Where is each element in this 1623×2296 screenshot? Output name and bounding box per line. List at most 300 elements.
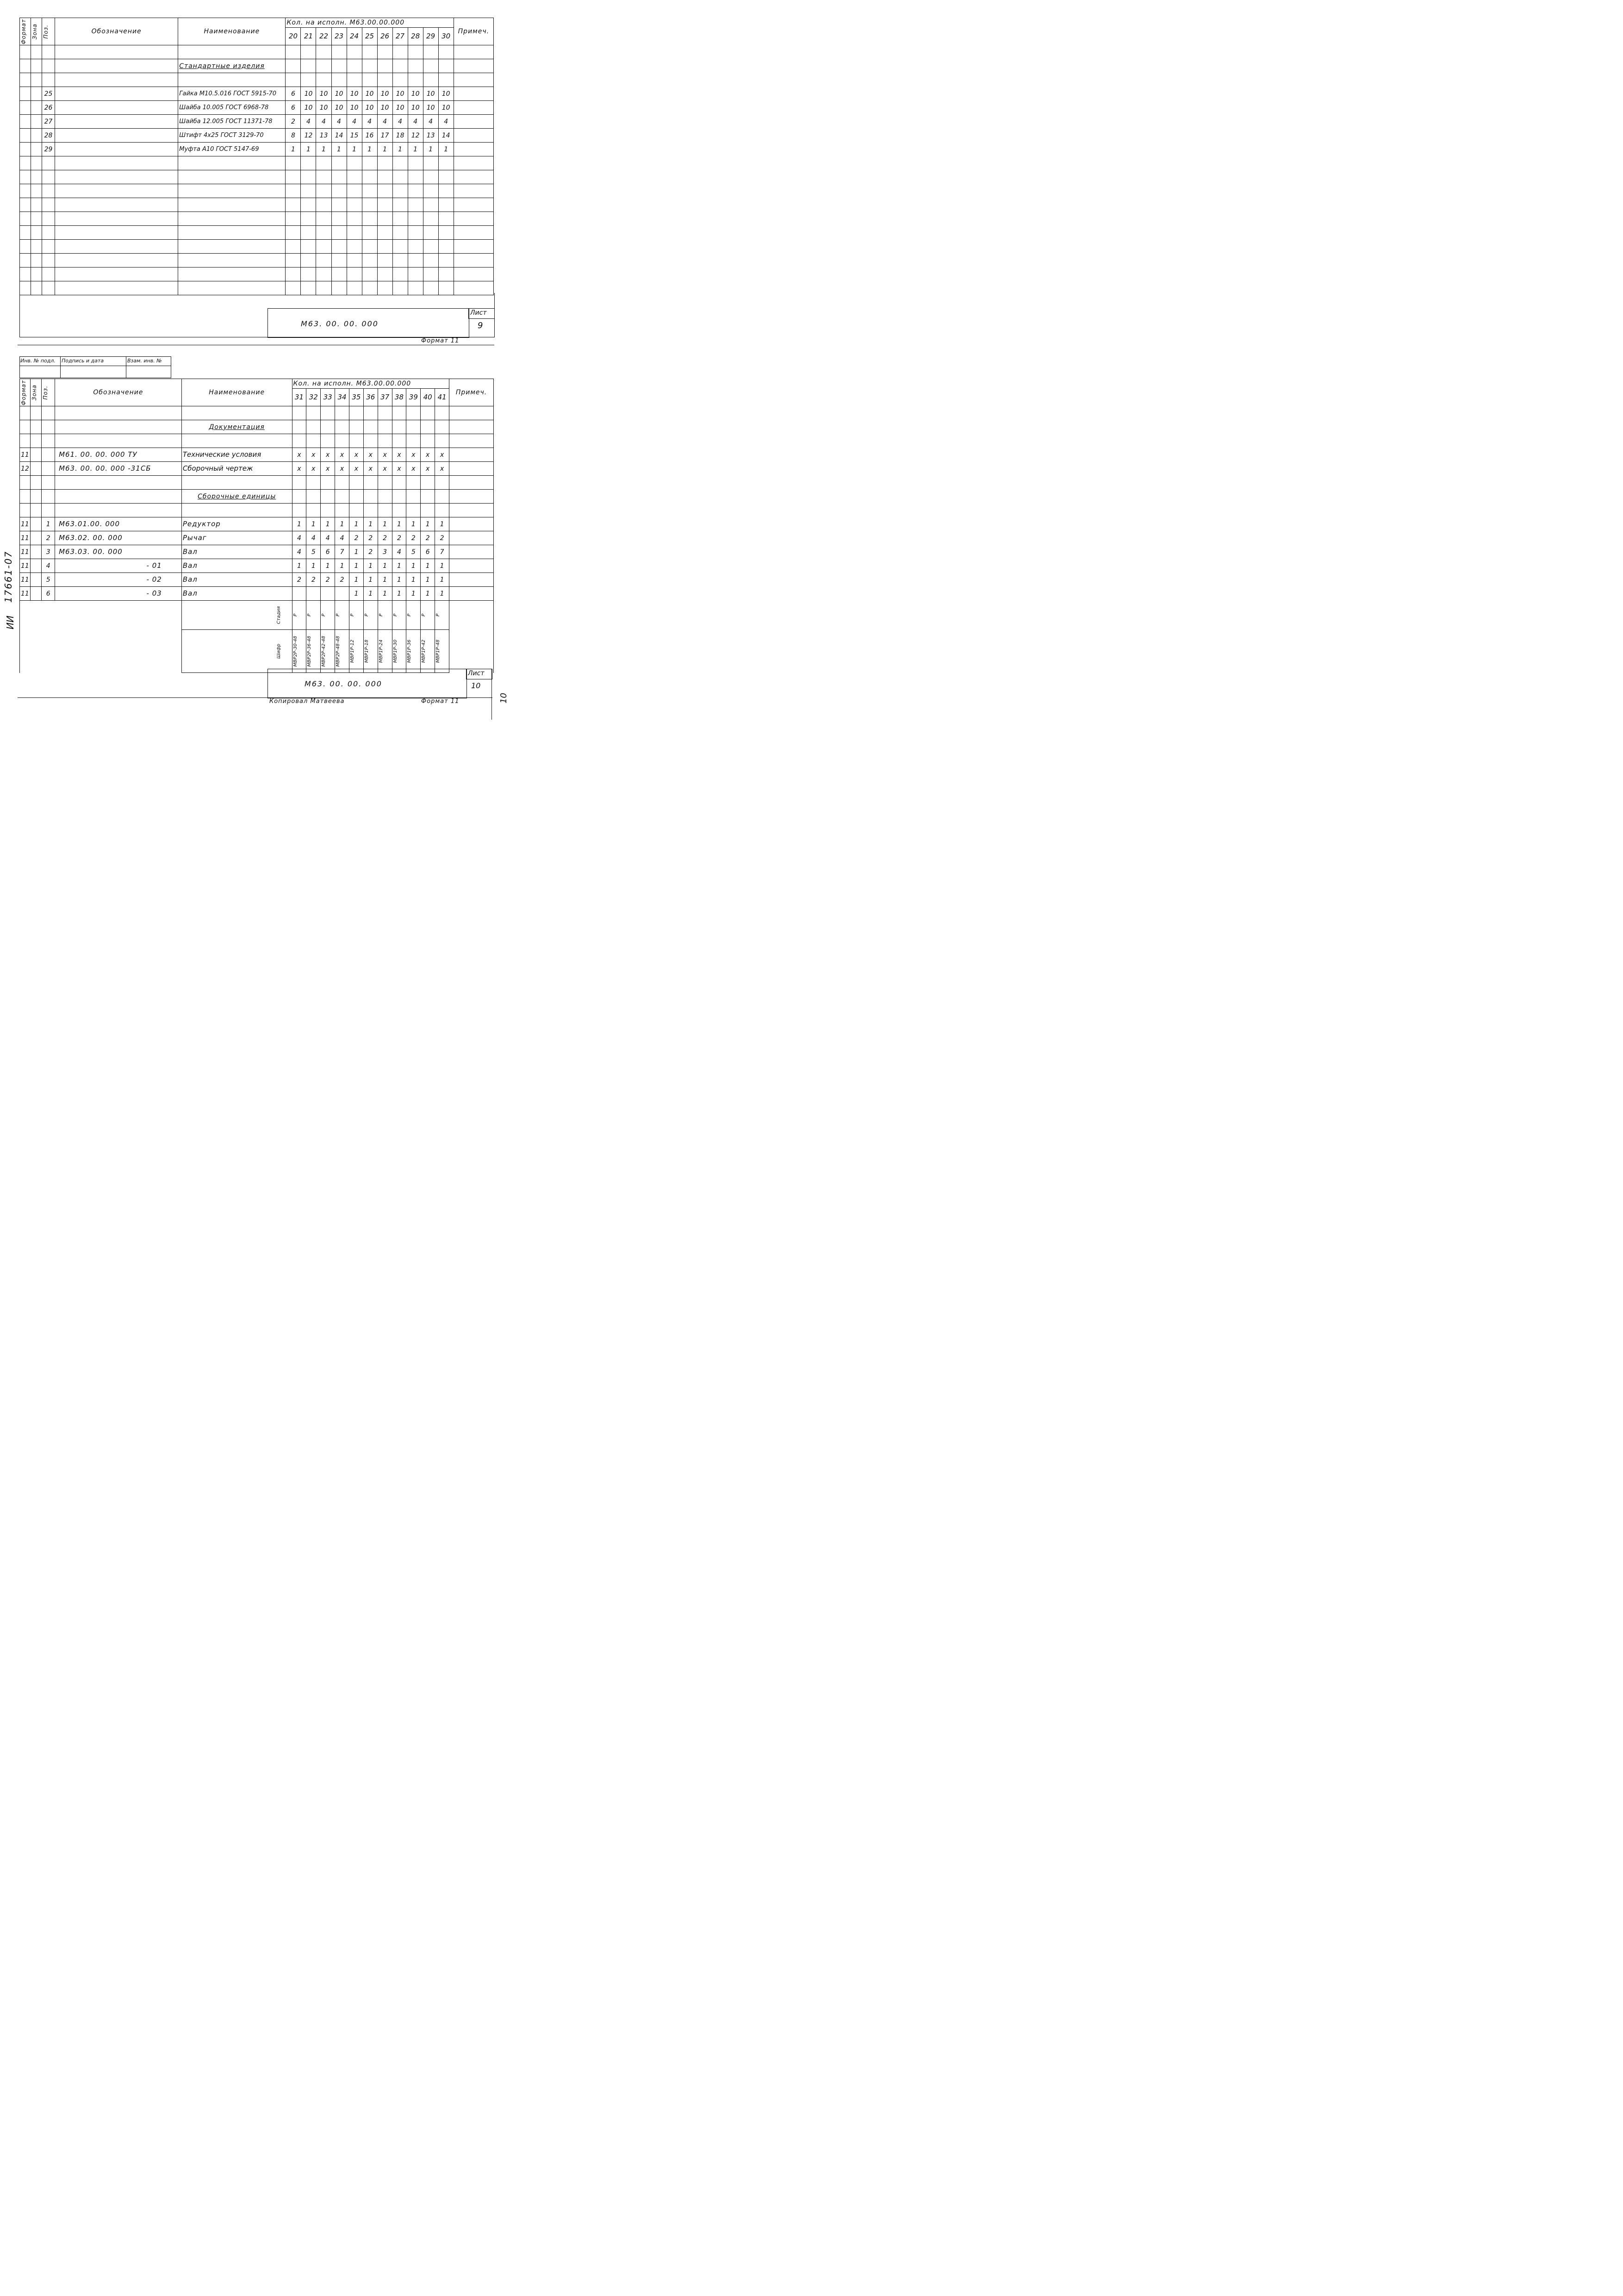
qty-cell: x [378, 462, 392, 476]
qty-cell: 1 [349, 587, 363, 601]
cipher-cell [292, 630, 306, 673]
qty-cell: 1 [435, 573, 449, 587]
empty-cell [449, 531, 494, 545]
empty-cell [362, 212, 377, 226]
empty-cell [316, 198, 331, 212]
empty-cell [438, 268, 454, 281]
table-row [20, 115, 494, 129]
qty-cell: 1 [378, 587, 392, 601]
right-frame-line [491, 669, 492, 720]
empty-cell [363, 420, 378, 434]
table-row [20, 406, 494, 420]
empty-cell [362, 45, 377, 59]
empty-cell [454, 212, 493, 226]
empty-cell [331, 45, 347, 59]
empty-cell [392, 406, 406, 420]
variant-header: 21 [301, 28, 316, 45]
cipher-value: МВР1Р-30 [392, 639, 398, 663]
empty-cell [378, 420, 392, 434]
empty-cell [454, 115, 493, 129]
table-row [20, 73, 494, 87]
row-pos: 4 [42, 559, 55, 573]
empty-cell [178, 170, 286, 184]
qty-cell: 1 [435, 587, 449, 601]
empty-cell [449, 420, 494, 434]
empty-cell [286, 226, 301, 240]
qty-cell [335, 587, 349, 601]
empty-cell [55, 170, 178, 184]
empty-cell [301, 45, 316, 59]
empty-cell [335, 490, 349, 504]
sheet-number-1: 9 [478, 321, 483, 330]
row-pos: 2 [42, 531, 55, 545]
empty-cell [347, 254, 362, 268]
qty-cell: 10 [331, 101, 347, 115]
qty-cell: 4 [347, 115, 362, 129]
row-designation: М63.03. 00. 000 [55, 545, 182, 559]
qty-cell: 1 [306, 559, 321, 573]
empty-cell [421, 434, 435, 448]
variant-header: 35 [349, 389, 363, 406]
empty-cell [55, 115, 178, 129]
empty-cell [363, 434, 378, 448]
empty-cell [421, 420, 435, 434]
stage-value: Р [378, 613, 384, 617]
empty-cell [20, 406, 31, 420]
cipher-cell [335, 630, 349, 673]
empty-cell [423, 156, 438, 170]
table-row [20, 198, 494, 212]
empty-cell [42, 448, 55, 462]
empty-cell [20, 212, 31, 226]
row-format: 11 [20, 531, 31, 545]
empty-cell [378, 476, 392, 490]
table-row [20, 559, 494, 573]
qty-cell: 1 [349, 517, 363, 531]
qty-cell: 2 [335, 573, 349, 587]
empty-cell [347, 45, 362, 59]
row-name: Вал [181, 545, 292, 559]
qty-cell: 1 [406, 559, 421, 573]
empty-cell [421, 504, 435, 517]
variant-header: 33 [321, 389, 335, 406]
col-format-2: Формат [20, 380, 27, 405]
stamp-vzam-inv: Взам. инв. № [127, 358, 162, 364]
empty-cell [349, 434, 363, 448]
qty-cell: x [349, 462, 363, 476]
col-designation-2: Обозначение [55, 379, 182, 406]
empty-cell [423, 212, 438, 226]
empty-cell [347, 156, 362, 170]
row-name: Шайба 12.005 ГОСТ 11371-78 [178, 115, 286, 129]
empty-cell [42, 226, 55, 240]
empty-cell [55, 226, 178, 240]
empty-cell [55, 73, 178, 87]
table-row [20, 268, 494, 281]
variant-header: 32 [306, 389, 321, 406]
empty-cell [449, 406, 494, 420]
qty-cell: 1 [435, 517, 449, 531]
variant-header: 39 [406, 389, 421, 406]
qty-cell: 1 [335, 559, 349, 573]
qty-cell: 4 [438, 115, 454, 129]
qty-cell: x [306, 462, 321, 476]
empty-cell [449, 559, 494, 573]
empty-cell [454, 45, 493, 59]
empty-cell [286, 184, 301, 198]
qty-cell: x [321, 462, 335, 476]
empty-cell [378, 434, 392, 448]
qty-cell: 1 [392, 143, 408, 156]
qty-cell: 4 [301, 115, 316, 129]
empty-cell [30, 490, 42, 504]
empty-cell [181, 504, 292, 517]
empty-cell [30, 476, 42, 490]
empty-cell [20, 476, 31, 490]
qty-cell: 10 [423, 87, 438, 101]
qty-cell: x [292, 462, 306, 476]
empty-cell [335, 406, 349, 420]
empty-cell [321, 434, 335, 448]
empty-cell [406, 406, 421, 420]
empty-cell [31, 268, 42, 281]
table-row [20, 226, 494, 240]
stage-cell [378, 601, 392, 630]
empty-cell [42, 198, 55, 212]
empty-cell [30, 517, 42, 531]
stage-value: Р [421, 613, 427, 617]
row-designation: М61. 00. 00. 000 ТУ [55, 448, 182, 462]
stamp-divider [60, 356, 61, 378]
empty-cell [377, 45, 392, 59]
qty-cell: 4 [316, 115, 331, 129]
empty-cell [178, 240, 286, 254]
empty-cell [435, 476, 449, 490]
empty-cell [55, 198, 178, 212]
qty-cell: 6 [286, 101, 301, 115]
stage-cell [335, 601, 349, 630]
empty-cell [20, 254, 31, 268]
empty-cell [178, 268, 286, 281]
empty-cell [20, 45, 31, 59]
qty-cell: 1 [362, 143, 377, 156]
empty-cell [55, 420, 182, 434]
sheet-label-2: Лист [468, 670, 485, 677]
empty-cell [363, 490, 378, 504]
empty-cell [321, 406, 335, 420]
empty-cell [423, 268, 438, 281]
row-pos: 28 [42, 129, 55, 143]
empty-cell [292, 476, 306, 490]
empty-cell [349, 420, 363, 434]
table-row [20, 170, 494, 184]
stage-cell [292, 601, 306, 630]
empty-cell [20, 59, 31, 73]
qty-cell [321, 587, 335, 601]
variant-header: 28 [408, 28, 423, 45]
qty-cell: x [363, 462, 378, 476]
qty-cell: 10 [316, 87, 331, 101]
empty-cell [454, 184, 493, 198]
empty-cell [306, 420, 321, 434]
empty-cell [306, 490, 321, 504]
qty-cell: 10 [316, 101, 331, 115]
empty-cell [20, 73, 31, 87]
empty-cell [377, 212, 392, 226]
row-format: 11 [20, 559, 31, 573]
qty-cell: 2 [392, 531, 406, 545]
empty-cell [55, 406, 182, 420]
qty-cell: 1 [292, 559, 306, 573]
empty-cell [178, 198, 286, 212]
col-pos-2: Поз. [42, 385, 49, 400]
qty-cell: 12 [301, 129, 316, 143]
empty-cell [42, 420, 55, 434]
empty-cell [55, 156, 178, 170]
empty-cell [454, 129, 493, 143]
cipher-value: МВР2Р-30-48 [292, 635, 298, 667]
empty-cell [301, 226, 316, 240]
qty-cell: 1 [363, 573, 378, 587]
cipher-label-text: Шифр [276, 643, 281, 659]
empty-cell [321, 504, 335, 517]
qty-cell: 1 [423, 143, 438, 156]
empty-cell [454, 170, 493, 184]
empty-cell [408, 226, 423, 240]
empty-cell [55, 87, 178, 101]
empty-cell [42, 254, 55, 268]
qty-cell: 4 [423, 115, 438, 129]
qty-cell: 4 [292, 531, 306, 545]
empty-cell [435, 420, 449, 434]
empty-cell [306, 406, 321, 420]
empty-cell [31, 45, 42, 59]
variant-header: 40 [421, 389, 435, 406]
empty-cell [42, 170, 55, 184]
qty-cell: 1 [378, 573, 392, 587]
qty-cell: 17 [377, 129, 392, 143]
table-row [20, 156, 494, 170]
empty-cell [392, 268, 408, 281]
empty-cell [423, 254, 438, 268]
empty-cell [438, 59, 454, 73]
empty-cell [408, 212, 423, 226]
empty-cell [301, 184, 316, 198]
table-row [20, 448, 494, 462]
empty-cell [286, 73, 301, 87]
qty-cell: 15 [347, 129, 362, 143]
table-row [20, 101, 494, 115]
qty-cell: 4 [306, 531, 321, 545]
stage-cell [321, 601, 335, 630]
empty-cell [55, 143, 178, 156]
empty-cell [363, 406, 378, 420]
empty-cell [335, 420, 349, 434]
qty-cell: 1 [349, 559, 363, 573]
row-format: 11 [20, 573, 31, 587]
drawing-code-2: М63. 00. 00. 000 [305, 679, 382, 688]
qty-cell: x [406, 462, 421, 476]
empty-cell [454, 73, 493, 87]
variant-header: 27 [392, 28, 408, 45]
empty-cell [31, 115, 42, 129]
empty-cell [454, 226, 493, 240]
table-row [20, 143, 494, 156]
stage-value: Р [321, 613, 327, 617]
qty-cell: 1 [378, 559, 392, 573]
variant-header: 20 [286, 28, 301, 45]
empty-cell [331, 184, 347, 198]
empty-cell [377, 170, 392, 184]
empty-cell [20, 115, 31, 129]
table-row [20, 184, 494, 198]
qty-cell: x [363, 448, 378, 462]
qty-cell: 1 [316, 143, 331, 156]
empty-cell [423, 73, 438, 87]
empty-cell [316, 73, 331, 87]
empty-cell [178, 212, 286, 226]
empty-cell [438, 198, 454, 212]
empty-cell [316, 184, 331, 198]
empty-cell [392, 198, 408, 212]
qty-cell: 1 [421, 559, 435, 573]
row-format: 11 [20, 448, 31, 462]
section-title: Сборочные единицы [198, 492, 276, 500]
qty-cell: 2 [363, 545, 378, 559]
qty-title: Кол. на исполн. М63.00.00.000 [286, 18, 454, 28]
qty-cell: 1 [321, 517, 335, 531]
empty-cell [30, 559, 42, 573]
empty-cell [42, 268, 55, 281]
qty-cell: x [435, 462, 449, 476]
qty-cell: x [335, 462, 349, 476]
qty-cell: 8 [286, 129, 301, 143]
empty-cell [362, 198, 377, 212]
stage-value: Р [307, 613, 312, 617]
cipher-cell [435, 630, 449, 673]
col-zone: Зона [31, 23, 38, 40]
table-row [20, 462, 494, 476]
empty-cell [286, 156, 301, 170]
section-row [20, 420, 494, 434]
empty-cell [20, 420, 31, 434]
empty-cell [31, 170, 42, 184]
table-row [20, 129, 494, 143]
qty-cell: 10 [331, 87, 347, 101]
empty-cell [378, 490, 392, 504]
stamp-inv-podl: Инв. № подл. [20, 358, 56, 364]
cipher-cell [321, 630, 335, 673]
section-row [20, 490, 494, 504]
empty-cell [363, 504, 378, 517]
qty-cell: 5 [306, 545, 321, 559]
empty-cell [362, 156, 377, 170]
empty-cell [286, 254, 301, 268]
empty-cell [55, 212, 178, 226]
stage-value: Р [364, 613, 369, 617]
empty-cell [435, 490, 449, 504]
empty-cell [30, 504, 42, 517]
qty-cell: 6 [286, 87, 301, 101]
row-format: 12 [20, 462, 31, 476]
empty-cell [347, 226, 362, 240]
empty-cell [362, 240, 377, 254]
empty-cell [20, 240, 31, 254]
empty-cell [331, 240, 347, 254]
empty-cell [406, 504, 421, 517]
qty-cell: 6 [321, 545, 335, 559]
qty-cell: 1 [321, 559, 335, 573]
empty-cell [306, 504, 321, 517]
spec-table-1 [19, 18, 494, 295]
empty-cell [335, 434, 349, 448]
empty-cell [449, 476, 494, 490]
stage-row [20, 601, 494, 630]
empty-cell [406, 490, 421, 504]
qty-cell: 4 [331, 115, 347, 129]
empty-cell [377, 156, 392, 170]
qty-cell: 1 [331, 143, 347, 156]
qty-cell [292, 587, 306, 601]
empty-cell [20, 101, 31, 115]
empty-cell [406, 434, 421, 448]
empty-cell [20, 268, 31, 281]
empty-cell [286, 198, 301, 212]
qty-cell: 7 [335, 545, 349, 559]
col-notes: Примеч. [454, 18, 493, 45]
qty-cell: 10 [362, 101, 377, 115]
cipher-cell [306, 630, 321, 673]
qty-cell: 10 [377, 101, 392, 115]
qty-cell: 4 [321, 531, 335, 545]
empty-cell [347, 212, 362, 226]
empty-cell [301, 198, 316, 212]
section-row [20, 59, 494, 73]
empty-cell [331, 212, 347, 226]
col-designation: Обозначение [55, 18, 178, 45]
empty-cell [438, 73, 454, 87]
empty-cell [392, 156, 408, 170]
variant-header: 38 [392, 389, 406, 406]
empty-cell [392, 59, 408, 73]
empty-cell [286, 212, 301, 226]
sheet-number-2: 10 [471, 681, 481, 690]
cipher-cell [378, 630, 392, 673]
empty-cell [292, 504, 306, 517]
qty-cell: 10 [438, 87, 454, 101]
empty-cell [316, 59, 331, 73]
empty-cell [408, 73, 423, 87]
qty-cell: 1 [406, 573, 421, 587]
variant-header: 22 [316, 28, 331, 45]
empty-cell [377, 73, 392, 87]
empty-cell [362, 59, 377, 73]
qty-cell: x [406, 448, 421, 462]
section-documentation [181, 420, 292, 434]
empty-cell [378, 504, 392, 517]
cipher-cell [421, 630, 435, 673]
row-name: Вал [181, 559, 292, 573]
row-pos: 6 [42, 587, 55, 601]
empty-cell [42, 240, 55, 254]
empty-cell [31, 129, 42, 143]
empty-cell [331, 268, 347, 281]
qty-cell: 1 [406, 517, 421, 531]
qty-cell: 10 [408, 101, 423, 115]
page-number: 10 [499, 693, 509, 703]
empty-cell [438, 184, 454, 198]
empty-cell [316, 212, 331, 226]
